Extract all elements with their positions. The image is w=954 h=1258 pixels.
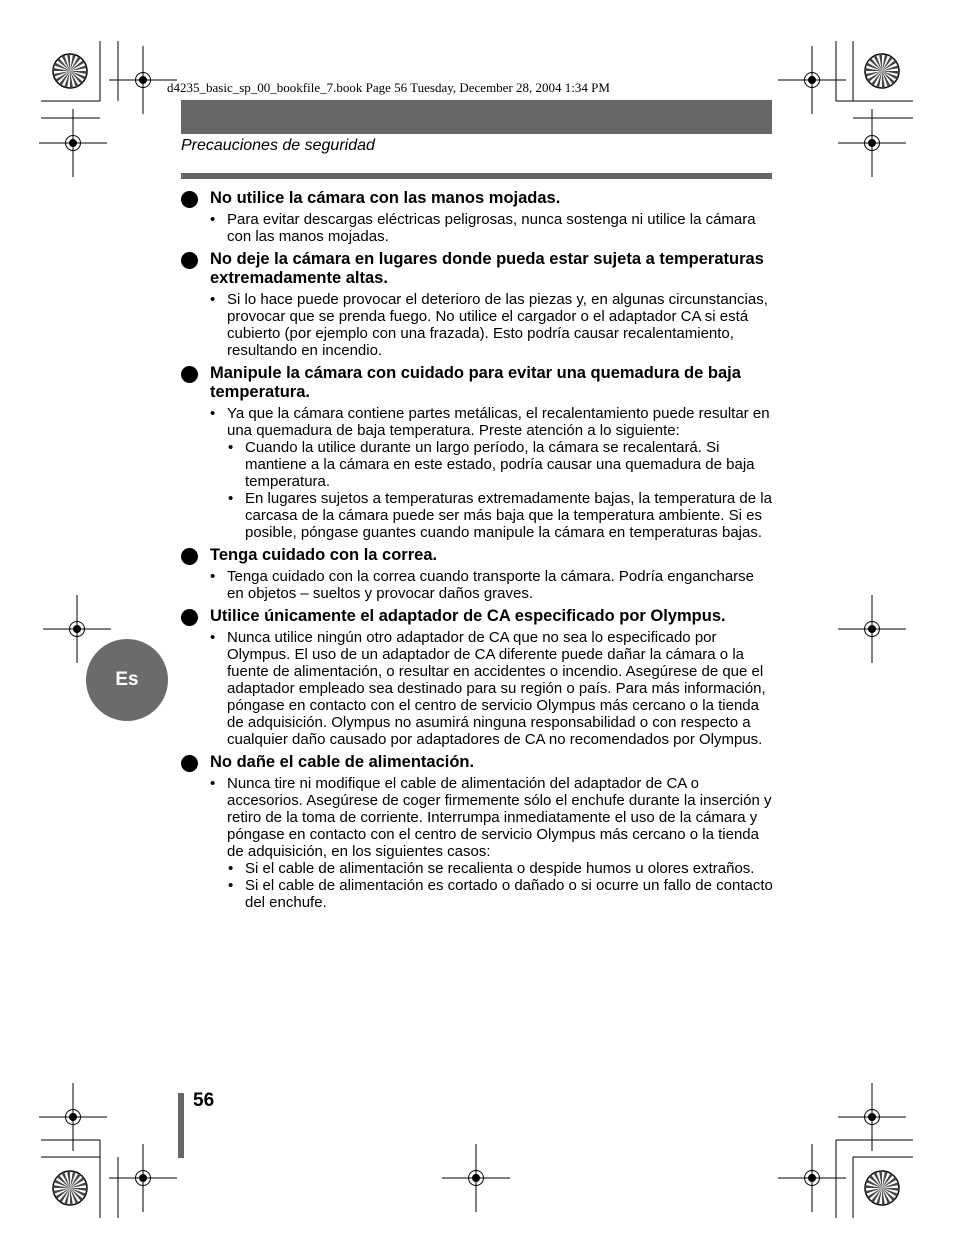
- precaution-subitem: • En lugares sujetos a temperaturas extremadamente bajas, la temperatura de la carcasa de la cámara puede ser más baja que la temperatura ambiente. Si es posible, póngase guantes cuando manipule la cámara en temperaturas bajas.: [181, 490, 773, 541]
- registration-starburst-icon: [53, 54, 87, 88]
- precaution-block: [181, 364, 773, 541]
- page-number-bar: [178, 1093, 184, 1158]
- bullet-dot-icon: [181, 609, 198, 626]
- bullet-dot-icon: [181, 366, 198, 383]
- precaution-subitem: • Si el cable de alimentación se recalienta o despide humos u olores extraños.: [181, 860, 773, 877]
- safety-precautions-content: [181, 189, 773, 911]
- registration-crosshair-icon: [838, 1083, 906, 1151]
- bullet-dot-icon: [181, 548, 198, 565]
- precaution-block: [181, 607, 773, 748]
- registration-crosshair-icon: [838, 595, 906, 663]
- precaution-item: • Tenga cuidado con la correa cuando transporte la cámara. Podría engancharse en objetos – sueltos y provocar daños graves.: [181, 568, 773, 602]
- precaution-heading: No dañe el cable de alimentación.: [181, 753, 773, 772]
- section-title: Precauciones de seguridad: [181, 137, 375, 154]
- precaution-block: [181, 753, 773, 911]
- registration-crosshair-icon: [39, 109, 107, 177]
- print-slug-line: d4235_basic_sp_00_bookfile_7.book Page 56 Tuesday, December 28, 2004 1:34 PM: [167, 80, 610, 95]
- precaution-block: [181, 546, 773, 602]
- registration-crosshair-icon: [39, 1083, 107, 1151]
- registration-crosshair-icon: [442, 1144, 510, 1212]
- section-rule: [181, 173, 772, 179]
- precaution-heading: Tenga cuidado con la correa.: [181, 546, 773, 565]
- precaution-heading: No utilice la cámara con las manos mojadas.: [181, 189, 773, 208]
- bullet-dot-icon: [181, 252, 198, 269]
- precaution-heading: Utilice únicamente el adaptador de CA especificado por Olympus.: [181, 607, 773, 626]
- registration-crosshair-icon: [838, 109, 906, 177]
- registration-starburst-icon: [865, 54, 899, 88]
- precaution-item: • Nunca utilice ningún otro adaptador de CA que no sea lo especificado por Olympus. El uso de un adaptador de CA diferente puede dañar la cámara o la fuente de alimentación, o resultar en accidentes o incendio. Asegúrese de que el adaptador empleado sea destinado para su región o país. Para más información, póngase en contacto con el centro de servicio Olympus más cercano o la tienda de adquisición. Olympus no asumirá ninguna responsabilidad o con respecto a cualquier daño causado por adaptadores de CA no recomendados por Olympus.: [181, 629, 773, 748]
- precaution-block: [181, 250, 773, 359]
- precaution-block: [181, 189, 773, 245]
- precaution-item: • Si lo hace puede provocar el deterioro de las piezas y, en algunas circunstancias, provocar que se prenda fuego. No utilice el cargador o el adaptador CA si está cubierto (por ejemplo con una frazada). Esto podría causar recalentamiento, resultando en incendio.: [181, 291, 773, 359]
- precaution-item: • Ya que la cámara contiene partes metálicas, el recalentamiento puede resultar en una quemadura de baja temperatura. Preste atención a lo siguiente:: [181, 405, 773, 439]
- precaution-item: • Para evitar descargas eléctricas peligrosas, nunca sostenga ni utilice la cámara con las manos mojadas.: [181, 211, 773, 245]
- header-bar: [181, 100, 772, 134]
- registration-starburst-icon: [53, 1171, 87, 1205]
- precaution-item: • Nunca tire ni modifique el cable de alimentación del adaptador de CA o accesorios. Asegúrese de coger firmemente sólo el enchufe durante la inserción y retiro de la toma de corriente. Interrumpa inmediatamente el uso de la cámara y póngase en contacto con el centro de servicio Olympus más cercano o la tienda de adquisición, en los siguientes casos:: [181, 775, 773, 860]
- precaution-heading: No deje la cámara en lugares donde pueda estar sujeta a temperaturas extremadamente altas.: [181, 250, 773, 288]
- page-number: 56: [193, 1090, 215, 1111]
- bullet-dot-icon: [181, 191, 198, 208]
- precaution-subitem: • Cuando la utilice durante un largo período, la cámara se recalentará. Si mantiene a la cámara en este estado, podría causar una quemadura de baja temperatura.: [181, 439, 773, 490]
- bullet-dot-icon: [181, 755, 198, 772]
- precaution-subitem: • Si el cable de alimentación es cortado o dañado o si ocurre un fallo de contacto del enchufe.: [181, 877, 773, 911]
- language-tab: Es: [86, 639, 168, 721]
- precaution-heading: Manipule la cámara con cuidado para evitar una quemadura de baja temperatura.: [181, 364, 773, 402]
- registration-crosshair-icon: [109, 1144, 177, 1212]
- registration-starburst-icon: [865, 1171, 899, 1205]
